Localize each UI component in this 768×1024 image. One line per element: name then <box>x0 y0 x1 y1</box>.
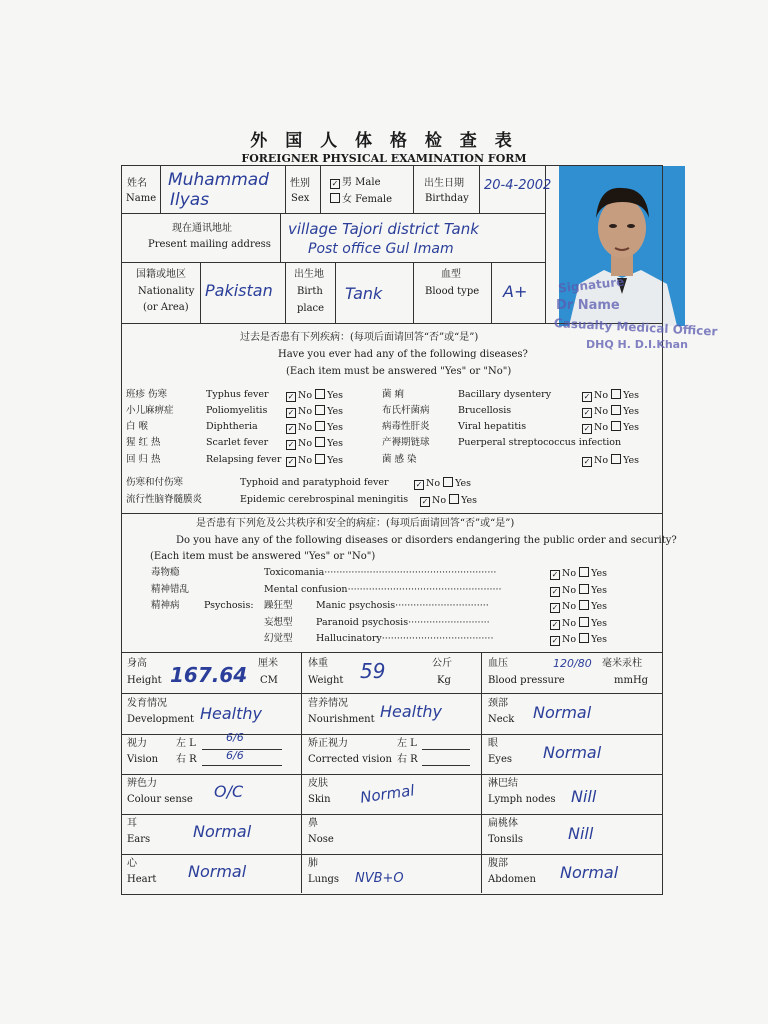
address-label-cn: 现在通讯地址 <box>172 223 232 234</box>
yes-checkbox[interactable] <box>579 567 589 577</box>
sex-label-cn: 性别 <box>290 178 310 189</box>
disorders-question-en: Do you have any of the following diseases or disorders endangering the public order and security? <box>176 535 677 546</box>
disease-row <box>382 389 657 403</box>
hallucinatory-cn: 幻觉型 <box>264 633 293 644</box>
diseases-question-cn: 过去是否患有下列疾病：(每项后面请回答“否”或“是”) <box>240 332 479 343</box>
disease-answer: ✓ No Yes <box>583 390 640 401</box>
yes-checkbox[interactable] <box>315 454 325 464</box>
nourishment-label-en: Nourishment <box>308 714 375 725</box>
toxicomania-answer: ✓ No Yes <box>551 568 608 579</box>
birth-value: 20-4-2002 <box>484 178 552 193</box>
nose-label-en: Nose <box>308 834 334 845</box>
disease-cn: 病毒性肝炎 <box>382 421 430 432</box>
disorders-question-cn: 是否患有下列危及公共秩序和安全的病症：(每项后面请回答“否”或“是”) <box>196 518 515 529</box>
height-label-en: Height <box>127 675 162 686</box>
tonsils-value: Nill <box>568 824 594 843</box>
lymph-label-en: Lymph nodes <box>488 794 556 805</box>
corrected-vision-label-en: Corrected vision <box>308 754 392 765</box>
disease-row <box>126 405 371 419</box>
vision-label-cn: 视力 <box>127 738 147 749</box>
tonsils-label-cn: 扁桃体 <box>488 818 518 829</box>
disease-row <box>126 437 371 451</box>
lungs-label-en: Lungs <box>308 874 340 885</box>
development-value: Healthy <box>200 704 263 723</box>
yes-checkbox[interactable] <box>611 389 621 399</box>
no-checkbox[interactable]: ✓ <box>415 480 423 489</box>
disease-en: Scarlet fever <box>206 437 269 448</box>
corrected-right-label: 右 R <box>397 754 418 765</box>
eyes-label-en: Eyes <box>488 754 512 765</box>
disease-cn: 菌 痢 <box>382 389 405 400</box>
disease-cn: 布氏杆菌病 <box>382 405 430 416</box>
no-checkbox[interactable]: ✓ <box>551 620 559 629</box>
ears-label-en: Ears <box>127 834 151 845</box>
yes-checkbox[interactable] <box>611 405 621 415</box>
no-checkbox[interactable]: ✓ <box>287 424 295 433</box>
ears-label-cn: 耳 <box>127 818 137 829</box>
disease-row <box>382 405 657 419</box>
yes-checkbox[interactable] <box>579 600 589 610</box>
skin-label-en: Skin <box>308 794 331 805</box>
address-label-en: Present mailing address <box>148 239 271 250</box>
heart-value: Normal <box>188 862 247 881</box>
vision-left-value: 6/6 <box>226 731 244 744</box>
paranoid-row: Paranoid psychosis··························· <box>316 617 490 628</box>
no-checkbox[interactable]: ✓ <box>583 408 591 417</box>
disease-cn: 白 喉 <box>126 421 149 432</box>
disease-answer: ✓ No Yes <box>415 478 472 489</box>
toxicomania-en: Toxicomania <box>264 567 325 578</box>
disease-answer: ✓ No Yes <box>583 422 640 433</box>
corrected-left-label: 左 L <box>397 738 417 749</box>
male-checkbox[interactable]: ✓ <box>331 179 339 188</box>
vision-right-value: 6/6 <box>226 749 244 762</box>
blood-type-value: A+ <box>503 282 528 301</box>
address-value-line1: village Tajori district Tank <box>288 220 479 238</box>
stamp-name: Dr Name <box>556 298 620 313</box>
paranoid-en: Paranoid psychosis <box>316 617 409 628</box>
vision-right-label: 右 R <box>176 754 197 765</box>
disease-cn: 小儿麻痹症 <box>126 405 174 416</box>
mental-confusion-en: Mental confusion <box>264 584 348 595</box>
disease-en: Bacillary dysentery <box>458 389 552 400</box>
yes-checkbox[interactable] <box>579 584 589 594</box>
disease-cn: 回 归 热 <box>126 454 161 465</box>
no-checkbox[interactable]: ✓ <box>551 570 559 579</box>
yes-checkbox[interactable] <box>579 617 589 627</box>
paranoid-answer: ✓ No Yes <box>551 618 608 629</box>
blood-type-label-en: Blood type <box>425 286 480 297</box>
nationality-label-cn: 国籍或地区 <box>136 269 186 280</box>
weight-label-en: Weight <box>308 675 344 686</box>
disease-row <box>382 454 657 468</box>
manic-answer: ✓ No Yes <box>551 601 608 612</box>
birthplace-value: Tank <box>345 284 383 303</box>
disease-row <box>126 454 371 468</box>
toxicomania-cn: 毒物瘾 <box>151 567 180 578</box>
bp-label-cn: 血压 <box>488 658 508 669</box>
manic-row: Manic psychosis······························· <box>316 600 489 611</box>
address-value-line2: Post office Gul Imam <box>308 241 454 257</box>
no-checkbox[interactable]: ✓ <box>287 440 295 449</box>
blood-type-label-cn: 血型 <box>441 269 461 280</box>
lymph-value: Nill <box>571 787 597 806</box>
disease-answer: ✓ No Yes <box>287 406 344 417</box>
manic-en: Manic psychosis <box>316 600 396 611</box>
tonsils-label-en: Tonsils <box>488 834 524 845</box>
manic-cn: 躁狂型 <box>264 600 293 611</box>
abdomen-label-cn: 腹部 <box>488 858 508 869</box>
yes-checkbox[interactable] <box>315 437 325 447</box>
yes-checkbox[interactable] <box>449 494 459 504</box>
disease-row-meningitis <box>126 494 526 508</box>
nose-label-cn: 鼻 <box>308 818 318 829</box>
name-value-first: Muhammad <box>168 170 269 190</box>
eyes-label-cn: 眼 <box>488 738 498 749</box>
disease-answer: ✓ No Yes <box>287 438 344 449</box>
name-value-last: Ilyas <box>170 190 210 210</box>
disease-en: Viral hepatitis <box>458 421 527 432</box>
disease-en: Diphtheria <box>206 421 258 432</box>
disease-answer: ✓ No Yes <box>287 455 344 466</box>
disease-en: Typhoid and paratyphoid fever <box>240 477 389 488</box>
disease-cn: 伤寒和付伤寒 <box>126 477 184 488</box>
height-unit-cn: 厘米 <box>258 658 278 669</box>
disease-row <box>126 389 371 403</box>
mental-confusion-answer: ✓ No Yes <box>551 585 608 596</box>
disease-cn: 产褥期链球 <box>382 437 430 448</box>
disease-en: Relapsing fever <box>206 454 282 465</box>
disease-row-typhoid <box>126 477 526 491</box>
disease-answer: ✓ No Yes <box>583 406 640 417</box>
no-checkbox[interactable]: ✓ <box>287 392 295 401</box>
neck-label-en: Neck <box>488 714 515 725</box>
name-label-en: Name <box>126 193 157 204</box>
disease-cn: 班疹 伤寒 <box>126 389 168 400</box>
lungs-value: NVB+O <box>355 871 404 886</box>
sex-male-option: ✓ 男 Male <box>331 177 381 188</box>
weight-unit-cn: 公斤 <box>432 658 452 669</box>
disease-row <box>126 421 371 435</box>
doctor-stamp <box>546 258 768 368</box>
yes-checkbox[interactable] <box>443 477 453 487</box>
toxicomania-row: Toxicomania························································· <box>264 567 497 578</box>
nationality-label-en: Nationality <box>138 286 195 297</box>
disease-en: Puerperal streptococcus infection <box>458 437 622 448</box>
no-checkbox[interactable]: ✓ <box>583 392 591 401</box>
disease-en: Typhus fever <box>206 389 269 400</box>
birthplace-label-en: Birth <box>297 286 323 297</box>
disease-answer: ✓ No Yes <box>287 390 344 401</box>
no-checkbox[interactable]: ✓ <box>583 457 591 466</box>
height-value: 167.64 <box>170 663 248 687</box>
disease-row <box>382 437 657 451</box>
vision-label-en: Vision <box>127 754 159 765</box>
stamp-hospital: DHQ H. D.I.Khan <box>586 338 688 351</box>
colour-label-cn: 辨色力 <box>127 778 157 789</box>
no-checkbox[interactable]: ✓ <box>287 408 295 417</box>
disease-cn: 菌 感 染 <box>382 454 417 465</box>
form-title-en: FOREIGNER PHYSICAL EXAMINATION FORM <box>241 152 527 165</box>
disorders-question-en2: (Each item must be answered "Yes" or "No") <box>150 551 376 562</box>
weight-unit-en: Kg <box>437 675 451 686</box>
bp-unit-cn: 毫米汞柱 <box>602 658 642 669</box>
diseases-question-en: Have you ever had any of the following diseases? <box>278 349 528 360</box>
ears-value: Normal <box>193 822 252 841</box>
yes-checkbox[interactable] <box>315 421 325 431</box>
birth-label-en: Birthday <box>425 193 469 204</box>
no-checkbox[interactable]: ✓ <box>551 587 559 596</box>
eyes-value: Normal <box>543 743 602 762</box>
disease-answer: ✓ No Yes <box>421 495 478 506</box>
neck-label-cn: 颈部 <box>488 698 508 709</box>
disease-answer: ✓ No Yes <box>287 422 344 433</box>
stamp-title: Casualty Medical Officer <box>553 316 718 339</box>
neck-value: Normal <box>533 703 592 722</box>
height-label-cn: 身高 <box>127 658 147 669</box>
stamp-signature-label: Signature <box>557 274 625 296</box>
height-unit-en: CM <box>260 675 278 686</box>
name-label-cn: 姓名 <box>127 178 147 189</box>
lungs-label-cn: 肺 <box>308 858 318 869</box>
colour-label-en: Colour sense <box>127 794 193 805</box>
no-checkbox[interactable]: ✓ <box>287 457 295 466</box>
birth-label-cn: 出生日期 <box>424 178 464 189</box>
mental-confusion-cn: 精神错乱 <box>151 584 190 595</box>
disease-en: Poliomyelitis <box>206 405 268 416</box>
disease-row <box>382 421 657 435</box>
weight-value: 59 <box>360 659 386 683</box>
skin-label-cn: 皮肤 <box>308 778 328 789</box>
skin-value: Normal <box>359 781 416 807</box>
hallucinatory-answer: ✓ No Yes <box>551 634 608 645</box>
female-checkbox[interactable] <box>330 193 340 203</box>
disease-cn: 流行性脑脊髓膜炎 <box>126 494 203 505</box>
weight-label-cn: 体重 <box>308 658 328 669</box>
bp-value: 120/80 <box>553 657 592 670</box>
mental-confusion-row: Mental confusion··················································· <box>264 584 502 595</box>
no-checkbox[interactable]: ✓ <box>583 424 591 433</box>
yes-checkbox[interactable] <box>611 454 621 464</box>
nourishment-label-cn: 营养情况 <box>308 698 348 709</box>
form-title-cn: 外 国 人 体 格 检 查 表 <box>250 131 518 151</box>
bp-label-en: Blood pressure <box>488 675 565 686</box>
psychosis-cn: 精神病 <box>151 600 180 611</box>
yes-checkbox[interactable] <box>315 389 325 399</box>
hallucinatory-row: Hallucinatory····································· <box>316 633 494 644</box>
no-checkbox[interactable]: ✓ <box>551 603 559 612</box>
nationality-label-area: (or Area) <box>143 302 189 313</box>
no-checkbox[interactable]: ✓ <box>551 636 559 645</box>
sex-female-option: 女 Female <box>330 193 392 206</box>
nourishment-value: Healthy <box>380 702 443 721</box>
birthplace-label-en2: place <box>297 303 325 314</box>
disease-en: Epidemic cerebrospinal meningitis <box>240 494 409 505</box>
colour-value: O/C <box>214 782 244 801</box>
heart-label-cn: 心 <box>127 858 137 869</box>
development-label-cn: 发育情况 <box>127 698 167 709</box>
yes-checkbox[interactable] <box>315 405 325 415</box>
lymph-label-cn: 淋巴结 <box>488 778 518 789</box>
hallucinatory-en: Hallucinatory <box>316 633 382 644</box>
development-label-en: Development <box>127 714 194 725</box>
disease-en: Brucellosis <box>458 405 512 416</box>
corrected-vision-label-cn: 矫正视力 <box>308 738 348 749</box>
abdomen-label-en: Abdomen <box>488 874 536 885</box>
nationality-value: Pakistan <box>205 281 273 300</box>
yes-checkbox[interactable] <box>579 633 589 643</box>
psychosis-en: Psychosis: <box>204 600 254 611</box>
birthplace-label-cn: 出生地 <box>294 269 324 280</box>
disease-cn: 猩 红 热 <box>126 437 161 448</box>
diseases-question-en2: (Each item must be answered "Yes" or "No") <box>286 366 512 377</box>
abdomen-value: Normal <box>560 863 619 882</box>
vision-left-label: 左 L <box>176 738 196 749</box>
no-checkbox[interactable]: ✓ <box>421 497 429 506</box>
paranoid-cn: 妄想型 <box>264 617 293 628</box>
sex-label-en: Sex <box>291 193 310 204</box>
bp-unit-en: mmHg <box>614 675 649 686</box>
disease-answer: ✓ No Yes <box>583 455 640 466</box>
heart-label-en: Heart <box>127 874 157 885</box>
yes-checkbox[interactable] <box>611 421 621 431</box>
